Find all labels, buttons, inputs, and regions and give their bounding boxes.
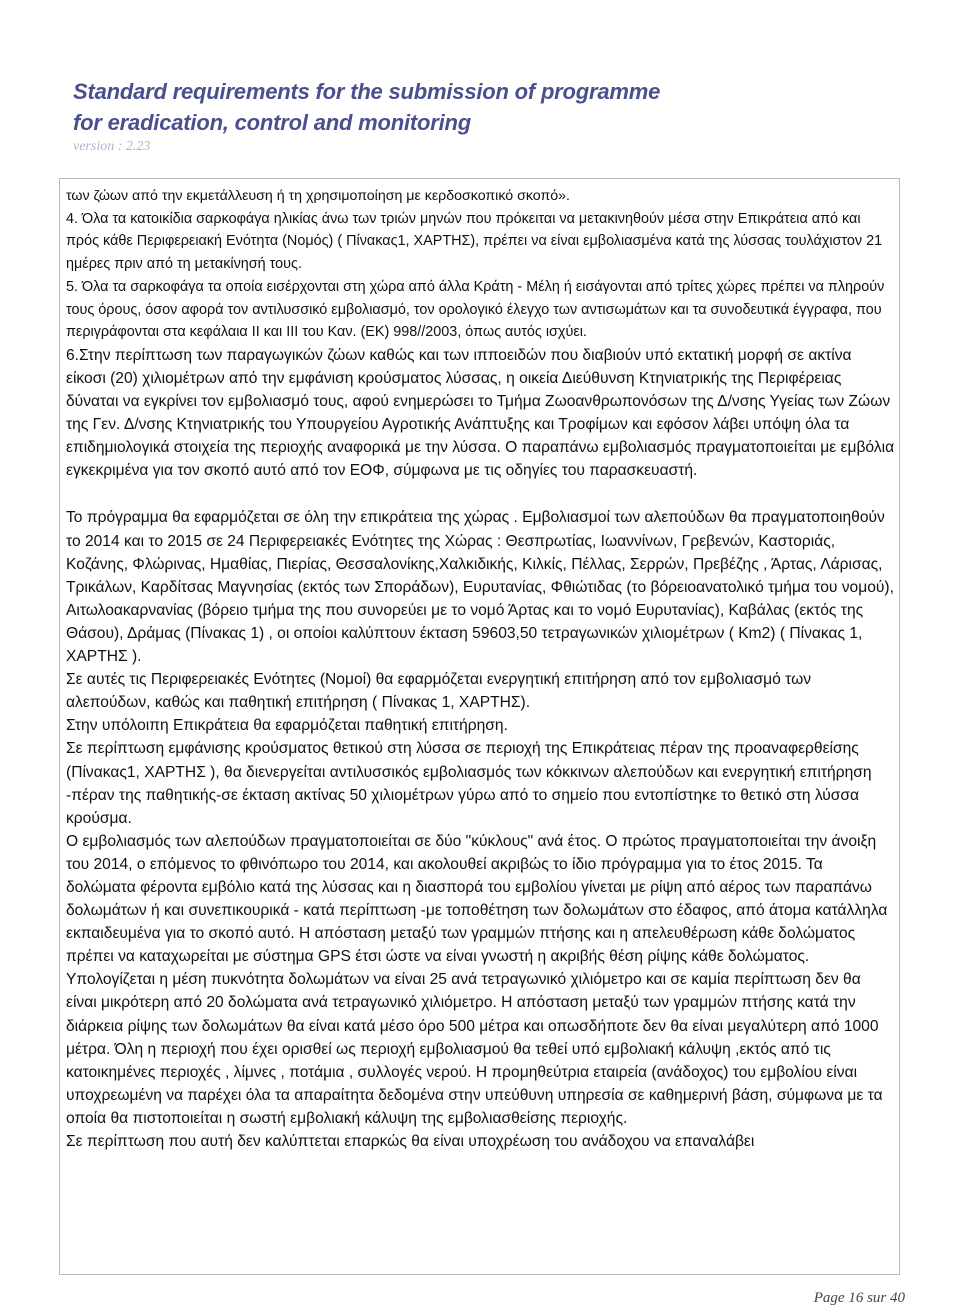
header-version: version : 2.23 (73, 139, 151, 154)
paragraph-item-4: 4. Όλα τα κατοικίδια σαρκοφάγα ηλικίας άνω των τριών μηνών που πρόκειται να μετακινηθούν μέσα στην Επικράτεια από και πρός κάθε Περιφερειακή Ενότητα (Νομός) ( Πίνακας1, ΧΑΡΤΗΣ), πρέπει να είναι εμβολιασμένα κατά της λύσσας τουλάχιστον 21 ημέρες πριν από τη μετακίνησή τους. (66, 210, 883, 273)
content-box (59, 178, 900, 1275)
header-title-line1: Standard requirements for the submission of programme (73, 79, 661, 104)
paragraph-intro: των ζώων από την εκμετάλλευση ή τη χρησιμοποίηση με κερδοσκοπικό σκοπό». (66, 188, 570, 204)
paragraph-outbreak-response: Σε περίπτωση εμφάνισης κρούσματος θετικού στη λύσσα σε περιοχή της Επικράτειας πέραν της προαναφερθείσης (Πίνακας1, ΧΑΡΤΗΣ ), θα διενεργείται αντιλυσσικός εμβολιασμός των κόκκινων αλεπούδων και ενεργητική επιτήρηση -πέραν της παθητικής-σε έκταση ακτίνας 50 χιλιομέτρων γύρω από το σημείο που εντοπίστηκε το θετικό στη λύσσα κρούσμα. (66, 740, 872, 827)
paragraph-active-surveillance: Σε αυτές τις Περιφερειακές Ενότητες (Νομοί) θα εφαρμόζεται ενεργητική επιτήρηση από τον εμβολιασμό των αλεπούδων, καθώς και παθητική επιτήρηση ( Πίνακας 1, ΧΑΡΤΗΣ). (66, 671, 812, 712)
paragraph-passive-surveillance: Στην υπόλοιπη Επικράτεια θα εφαρμόζεται παθητική επιτήρηση. (66, 717, 508, 735)
paragraph-item-5: 5. Όλα τα σαρκοφάγα τα οποία εισέρχονται στη χώρα από άλλα Κράτη - Μέλη ή εισάγονται από τρίτες χώρες πρέπει να πληρούν τους όρους, όσον αφορά τον αντιλυσσικό εμβολιασμό, τον ορολογικό έλεγχο των αντισωμάτων και τα συνοδευτικά έγγραφα, που περιγράφονται στα κεφάλαια ΙΙ και ΙΙΙ του Καν. (ΕΚ) 998//2003, όπως αυτός ισχύει. (66, 278, 885, 341)
paragraph-item-6: 6.Στην περίπτωση των παραγωγικών ζώων καθώς και των ιπποειδών που διαβιούν υπό εκτατική μορφή σε ακτίνα είκοσι (20) χιλιομέτρων από την εμφάνιση κρούσματος λύσσας, η οικεία Διεύθυνση Κτηνιατρικής της Περιφέρειας δύναται να εγκρίνει τον εμβολιασμό τους, αφού ενημερώσει το Τμήμα Ζωοανθρωπονόσων της Δ/νσης Υγείας των Ζώων της Γεν. Δ/νσης Κτηνιατρικής του Υπουργείου Αγροτικής Ανάπτυξης και Τροφίμων και εφόσον λάβει υπόψη όλα τα επιδημιολογικά στοιχεία της περιοχής αναφορικά με την λύσσα. Ο παραπάνω εμβολιασμός πραγματοποιείται με εμβόλια εγκεκριμένα για τον σκοπό αυτό από τον ΕΟΦ, σύμφωνα με τις οδηγίες του παρασκευαστή. (66, 346, 895, 480)
paragraph-vaccination-cycles: Ο εμβολιασμός των αλεπούδων πραγματοποιείται σε δύο "κύκλους" ανά έτος. Ο πρώτος πραγματοποιείται την άνοιξη του 2014, ο επόμενος το φθινόπωρο του 2014, και ακολουθεί ακριβώς το ίδιο πρόγραμμα για το έτος 2015. Τα δολώματα φέροντα εμβόλιο κατά της λύσσας και η διασπορά του εμβολίου γίνεται με ρίψη από αέρος των παραπάνω δολωμάτων ή και συνεπικουρικά - κατά περίπτωση -με τοποθέτηση των δολωμάτων στο έδαφος, από άτομα κατάλληλα εκπαιδευμένα για το σκοπό αυτό. Η απόσταση μεταξύ των γραμμών πτήσης και η απελευθέρωση κάθε δολώματος πρέπει να καταχωρείται με σύστημα GPS έτσι ώστε να είναι γνωστή η ακριβής θέση ρίψης κάθε δολώματος. Υπολογίζεται η μέση πυκνότητα δολωμάτων να είναι 25 ανά τετραγωνικό χιλιόμετρο και σε καμία περίπτωση δεν θα είναι μικρότερη από 20 δολώματα ανά τετραγωνικό χιλιόμετρο. Η απόσταση μεταξύ των γραμμών πτήσης κατά την διάρκεια ρίψης των δολωμάτων θα είναι κατά μέσο όρο 500 μέτρα και οπωσδήποτε δεν θα είναι μεγαλύτερη από 1000 μέτρα. Όλη η περιοχή που έχει ορισθεί ως περιοχή εμβολιασμού θα τεθεί υπό εμβολιακή κάλυψη ,εκτός από τις κατοικημένες περιοχές , λίμνες , ποτάμια , συλλογές νερού. Η προμηθεύτρια εταιρεία (ανάδοχος) του εμβολίου είναι υποχρεωμένη να παρέχει όλα τα απαραίτητα δεδομένα στην υπεύθυνη υπηρεσία σε καθημερινή βάση, σύμφωνα με τα οποία θα πιστοποιείται η σωστή εμβολιακή κάλυψη της εμβολιασθείσης περιοχής. (66, 832, 888, 1127)
paragraph-spacer (66, 482, 895, 506)
document-header (73, 76, 933, 155)
page-number: Page 16 sur 40 (813, 1290, 905, 1306)
paragraph-programme-scope: Το πρόγραμμα θα εφαρμόζεται σε όλη την επικράτεια της χώρας . Εμβολιασμοί των αλεπούδων θα πραγματοποιηθούν το 2014 και το 2015 σε 24 Περιφερειακές Ενότητες της Χώρας : Θεσπρωτίας, Ιωαννίνων, Γρεβενών, Καστοριάς, Κοζάνης, Φλώρινας, Ημαθίας, Πιερίας, Θεσσαλονίκης,Χαλκιδικής, Κιλκίς, Πέλλας, Σερρών, Πρεβέζης , Άρτας, Λάρισας, Τρικάλων, Καρδίτσας Μαγνησίας (εκτός των Σποράδων), Ευρυτανίας, Φθιώτιδας (το βόρειοανατολικό τμήμα του νομού), Αιτωλοακαρνανίας (βόρειο τμήμα της που συνορεύει με το νομό Άρτας και το νομό Ευρυτανίας), Καβάλας (εκτός της Θάσου), Δράμας (Πίνακας 1) , οι οποίοι καλύπτουν έκταση 59603,50 τετραγωνικών χιλιομέτρων ( Km2) ( Πίνακας 1, ΧΑΡΤΗΣ ). (66, 509, 894, 666)
header-title-line2: for eradication, control and monitoring (73, 110, 471, 135)
paragraph-contractor-obligation: Σε περίπτωση που αυτή δεν καλύπτεται επαρκώς θα είναι υποχρέωση του ανάδοχου να επαναλάβει (66, 1133, 755, 1151)
